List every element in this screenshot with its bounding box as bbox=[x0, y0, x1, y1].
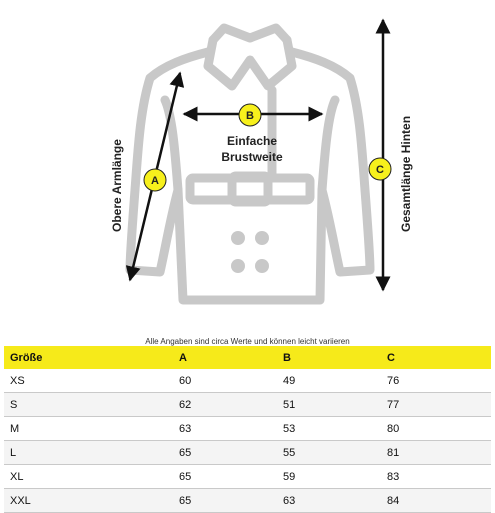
cell-b: 63 bbox=[283, 494, 296, 507]
marker-c-label: C bbox=[376, 164, 384, 176]
cell-c: 81 bbox=[387, 446, 400, 459]
table-row bbox=[4, 465, 491, 489]
cell-c: 76 bbox=[387, 374, 400, 387]
cell-a: 60 bbox=[179, 374, 192, 387]
total-length-label: Gesamtlänge Hinten bbox=[399, 115, 413, 232]
size-table-header bbox=[4, 346, 491, 369]
header-a: A bbox=[179, 351, 187, 364]
size-table bbox=[4, 346, 491, 513]
chest-label-line1: Einfache bbox=[226, 134, 278, 148]
coat-outline bbox=[130, 28, 370, 300]
coat-buttons bbox=[231, 231, 269, 273]
table-row bbox=[4, 369, 491, 393]
marker-c bbox=[369, 158, 391, 180]
cell-a: 62 bbox=[179, 398, 192, 411]
cell-size: M bbox=[10, 422, 20, 435]
cell-b: 51 bbox=[283, 398, 296, 411]
header-size: Größe bbox=[10, 351, 43, 364]
table-row bbox=[4, 417, 491, 441]
chest-label-line2: Brustweite bbox=[221, 150, 283, 164]
marker-a-label: A bbox=[151, 175, 159, 187]
table-row bbox=[4, 489, 491, 513]
cell-b: 49 bbox=[283, 374, 296, 387]
cell-size: XL bbox=[10, 470, 24, 483]
cell-a: 65 bbox=[179, 470, 192, 483]
marker-b bbox=[239, 104, 261, 126]
cell-a: 63 bbox=[179, 422, 192, 435]
table-row bbox=[4, 441, 491, 465]
cell-c: 83 bbox=[387, 470, 400, 483]
disclaimer-note: Alle Angaben sind circa Werte und können leicht variieren bbox=[145, 337, 350, 346]
cell-c: 77 bbox=[387, 398, 400, 411]
arm-length-label: Obere Armlänge bbox=[110, 139, 124, 232]
cell-b: 55 bbox=[283, 446, 296, 459]
cell-size: L bbox=[10, 446, 17, 459]
cell-size: S bbox=[10, 398, 18, 411]
table-row bbox=[4, 393, 491, 417]
cell-b: 59 bbox=[283, 470, 296, 483]
header-c: C bbox=[387, 351, 395, 364]
cell-b: 53 bbox=[283, 422, 296, 435]
cell-a: 65 bbox=[179, 446, 192, 459]
marker-a bbox=[144, 169, 166, 191]
cell-c: 80 bbox=[387, 422, 400, 435]
header-b: B bbox=[283, 351, 291, 364]
cell-size: XS bbox=[10, 374, 25, 387]
cell-size: XXL bbox=[10, 494, 31, 507]
marker-b-label: B bbox=[246, 110, 254, 122]
cell-a: 65 bbox=[179, 494, 192, 507]
cell-c: 84 bbox=[387, 494, 400, 507]
